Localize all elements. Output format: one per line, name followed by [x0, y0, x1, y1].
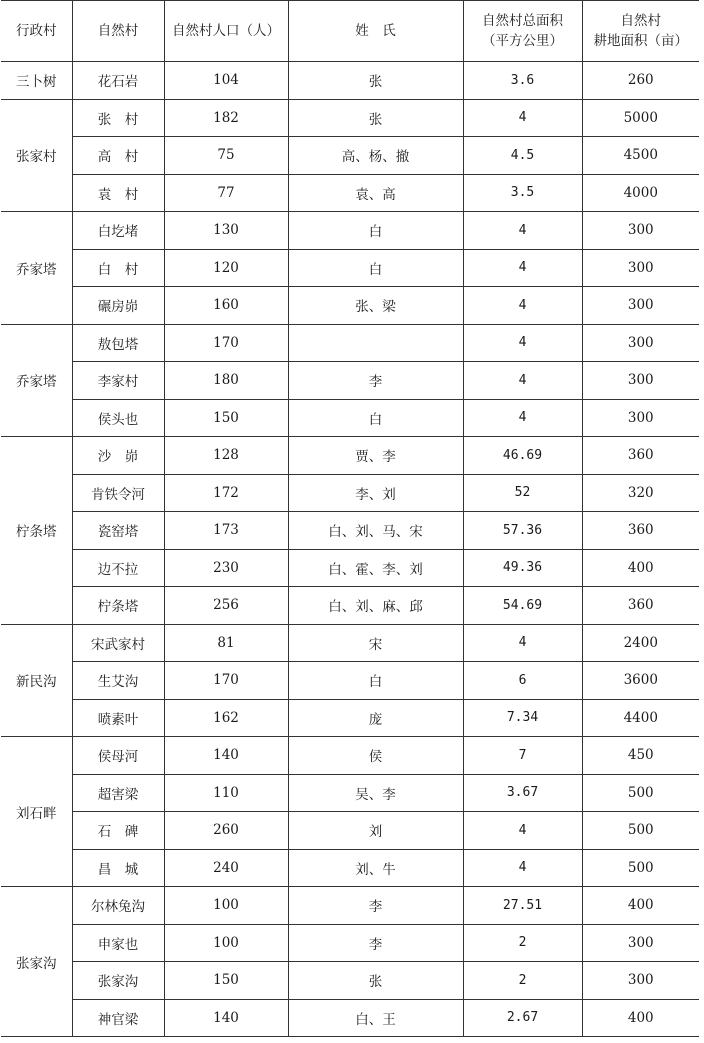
- natural-village-cell: 尔林兔沟: [72, 887, 164, 925]
- admin-village-cell: 乔家塔: [1, 324, 72, 437]
- natural-village-cell: 张家沟: [72, 962, 164, 1000]
- village-table: [1, 0, 699, 1037]
- table-row: [1, 362, 699, 400]
- surname-cell: 白: [288, 662, 463, 700]
- natural-village-cell: 侯母河: [72, 737, 164, 775]
- natural-village-cell: 袁 村: [72, 174, 164, 212]
- table-row: [1, 924, 699, 962]
- table-row: [1, 437, 699, 475]
- population-cell: 104: [164, 62, 288, 100]
- total-area-cell: 46.69: [463, 437, 582, 475]
- population-cell: 140: [164, 737, 288, 775]
- farm-area-cell: 500: [582, 774, 699, 812]
- table-row: [1, 587, 699, 625]
- farm-area-cell: 450: [582, 737, 699, 775]
- table-row: [1, 137, 699, 175]
- population-cell: 120: [164, 249, 288, 287]
- total-area-cell: 7: [463, 737, 582, 775]
- total-area-cell: 27.51: [463, 887, 582, 925]
- farm-area-cell: 500: [582, 849, 699, 887]
- surname-cell: 张、梁: [288, 287, 463, 325]
- natural-village-cell: 神官梁: [72, 999, 164, 1037]
- population-cell: 170: [164, 324, 288, 362]
- population-cell: 182: [164, 99, 288, 137]
- farm-area-cell: 2400: [582, 624, 699, 662]
- population-cell: 100: [164, 887, 288, 925]
- total-area-cell: 57.36: [463, 512, 582, 550]
- total-area-cell: 52: [463, 474, 582, 512]
- header-natural-village: 自然村: [72, 1, 164, 62]
- header-total-area-line2: （平方公里）: [482, 33, 563, 49]
- surname-cell: 吴、李: [288, 774, 463, 812]
- header-farm-area-line1: 自然村: [620, 13, 661, 29]
- surname-cell: [288, 324, 463, 362]
- natural-village-cell: 宋武家村: [72, 624, 164, 662]
- natural-village-cell: 瓷窑塔: [72, 512, 164, 550]
- population-cell: 256: [164, 587, 288, 625]
- surname-cell: 宋: [288, 624, 463, 662]
- total-area-cell: 4: [463, 99, 582, 137]
- header-total-area-line1: 自然村总面积: [482, 13, 563, 29]
- population-cell: 110: [164, 774, 288, 812]
- population-cell: 140: [164, 999, 288, 1037]
- table-row: [1, 887, 699, 925]
- surname-cell: 白、霍、李、刘: [288, 549, 463, 587]
- total-area-cell: 4: [463, 287, 582, 325]
- total-area-cell: 3.6: [463, 62, 582, 100]
- table-row: [1, 287, 699, 325]
- surname-cell: 张: [288, 962, 463, 1000]
- population-cell: 162: [164, 699, 288, 737]
- natural-village-cell: 昌 城: [72, 849, 164, 887]
- admin-village-cell: 柠条塔: [1, 437, 72, 625]
- farm-area-cell: 360: [582, 512, 699, 550]
- table-row: [1, 62, 699, 100]
- surname-cell: 白、王: [288, 999, 463, 1037]
- population-cell: 75: [164, 137, 288, 175]
- natural-village-cell: 侯头也: [72, 399, 164, 437]
- total-area-cell: 4: [463, 324, 582, 362]
- farm-area-cell: 360: [582, 437, 699, 475]
- population-cell: 180: [164, 362, 288, 400]
- header-population: 自然村人口（人）: [164, 1, 288, 62]
- admin-village-cell: 张家沟: [1, 887, 72, 1037]
- natural-village-cell: 边不拉: [72, 549, 164, 587]
- surname-cell: 李: [288, 887, 463, 925]
- natural-village-cell: 超害梁: [72, 774, 164, 812]
- natural-village-cell: 生艾沟: [72, 662, 164, 700]
- population-cell: 260: [164, 812, 288, 850]
- table-row: [1, 962, 699, 1000]
- total-area-cell: 3.5: [463, 174, 582, 212]
- population-cell: 240: [164, 849, 288, 887]
- header-surname: 姓 氏: [288, 1, 463, 62]
- total-area-cell: 2.67: [463, 999, 582, 1037]
- table-row: [1, 99, 699, 137]
- farm-area-cell: 5000: [582, 99, 699, 137]
- farm-area-cell: 320: [582, 474, 699, 512]
- farm-area-cell: 300: [582, 962, 699, 1000]
- farm-area-cell: 400: [582, 999, 699, 1037]
- natural-village-cell: 肯铁令河: [72, 474, 164, 512]
- table-row: [1, 737, 699, 775]
- farm-area-cell: 300: [582, 924, 699, 962]
- natural-village-cell: 李家村: [72, 362, 164, 400]
- surname-cell: 刘、牛: [288, 849, 463, 887]
- total-area-cell: 4.5: [463, 137, 582, 175]
- admin-village-cell: 新民沟: [1, 624, 72, 737]
- natural-village-cell: 碾房峁: [72, 287, 164, 325]
- total-area-cell: 4: [463, 249, 582, 287]
- natural-village-cell: 高 村: [72, 137, 164, 175]
- farm-area-cell: 400: [582, 887, 699, 925]
- admin-village-cell: 乔家塔: [1, 212, 72, 325]
- total-area-cell: 4: [463, 362, 582, 400]
- table-row: [1, 324, 699, 362]
- table-body: [1, 62, 699, 1037]
- table-row: [1, 212, 699, 250]
- natural-village-cell: 柠条塔: [72, 587, 164, 625]
- population-cell: 173: [164, 512, 288, 550]
- population-cell: 130: [164, 212, 288, 250]
- population-cell: 230: [164, 549, 288, 587]
- table-row: [1, 849, 699, 887]
- surname-cell: 白、刘、马、宋: [288, 512, 463, 550]
- farm-area-cell: 3600: [582, 662, 699, 700]
- table-row: [1, 999, 699, 1037]
- admin-village-cell: 张家村: [1, 99, 72, 212]
- farm-area-cell: 500: [582, 812, 699, 850]
- population-cell: 150: [164, 962, 288, 1000]
- total-area-cell: 54.69: [463, 587, 582, 625]
- surname-cell: 袁、高: [288, 174, 463, 212]
- table-row: [1, 399, 699, 437]
- farm-area-cell: 260: [582, 62, 699, 100]
- natural-village-cell: 申家也: [72, 924, 164, 962]
- table-row: [1, 549, 699, 587]
- header-farm-area-line2: 耕地面积（亩）: [593, 33, 688, 49]
- surname-cell: 李、刘: [288, 474, 463, 512]
- header-admin-village: 行政村: [1, 1, 72, 62]
- surname-cell: 白、刘、麻、邱: [288, 587, 463, 625]
- surname-cell: 张: [288, 62, 463, 100]
- surname-cell: 白: [288, 212, 463, 250]
- farm-area-cell: 300: [582, 287, 699, 325]
- natural-village-cell: 敖包塔: [72, 324, 164, 362]
- surname-cell: 张: [288, 99, 463, 137]
- total-area-cell: 4: [463, 399, 582, 437]
- header-farm-area: [582, 1, 699, 62]
- surname-cell: 高、杨、撤: [288, 137, 463, 175]
- table-row: [1, 662, 699, 700]
- header-row: [1, 1, 699, 62]
- population-cell: 172: [164, 474, 288, 512]
- farm-area-cell: 400: [582, 549, 699, 587]
- natural-village-cell: 花石岩: [72, 62, 164, 100]
- natural-village-cell: 石 碑: [72, 812, 164, 850]
- table-row: [1, 174, 699, 212]
- total-area-cell: 4: [463, 212, 582, 250]
- total-area-cell: 2: [463, 962, 582, 1000]
- header-total-area: [463, 1, 582, 62]
- total-area-cell: 2: [463, 924, 582, 962]
- farm-area-cell: 4500: [582, 137, 699, 175]
- population-cell: 77: [164, 174, 288, 212]
- farm-area-cell: 300: [582, 212, 699, 250]
- table-row: [1, 624, 699, 662]
- table-row: [1, 249, 699, 287]
- surname-cell: 侯: [288, 737, 463, 775]
- total-area-cell: 4: [463, 812, 582, 850]
- total-area-cell: 3.67: [463, 774, 582, 812]
- table-row: [1, 512, 699, 550]
- population-cell: 170: [164, 662, 288, 700]
- table-row: [1, 812, 699, 850]
- population-cell: 128: [164, 437, 288, 475]
- farm-area-cell: 300: [582, 362, 699, 400]
- admin-village-cell: 刘石畔: [1, 737, 72, 887]
- surname-cell: 刘: [288, 812, 463, 850]
- total-area-cell: 6: [463, 662, 582, 700]
- farm-area-cell: 360: [582, 587, 699, 625]
- natural-village-cell: 喷素叶: [72, 699, 164, 737]
- natural-village-cell: 沙 峁: [72, 437, 164, 475]
- total-area-cell: 4: [463, 849, 582, 887]
- population-cell: 100: [164, 924, 288, 962]
- surname-cell: 白: [288, 399, 463, 437]
- farm-area-cell: 4000: [582, 174, 699, 212]
- table-row: [1, 474, 699, 512]
- surname-cell: 庞: [288, 699, 463, 737]
- surname-cell: 李: [288, 924, 463, 962]
- total-area-cell: 49.36: [463, 549, 582, 587]
- natural-village-cell: 张 村: [72, 99, 164, 137]
- farm-area-cell: 4400: [582, 699, 699, 737]
- surname-cell: 李: [288, 362, 463, 400]
- surname-cell: 贾、李: [288, 437, 463, 475]
- surname-cell: 白: [288, 249, 463, 287]
- farm-area-cell: 300: [582, 249, 699, 287]
- total-area-cell: 4: [463, 624, 582, 662]
- farm-area-cell: 300: [582, 324, 699, 362]
- population-cell: 160: [164, 287, 288, 325]
- population-cell: 150: [164, 399, 288, 437]
- table-row: [1, 774, 699, 812]
- total-area-cell: 7.34: [463, 699, 582, 737]
- natural-village-cell: 白圪堵: [72, 212, 164, 250]
- farm-area-cell: 300: [582, 399, 699, 437]
- natural-village-cell: 白 村: [72, 249, 164, 287]
- admin-village-cell: 三卜树: [1, 62, 72, 100]
- population-cell: 81: [164, 624, 288, 662]
- table-row: [1, 699, 699, 737]
